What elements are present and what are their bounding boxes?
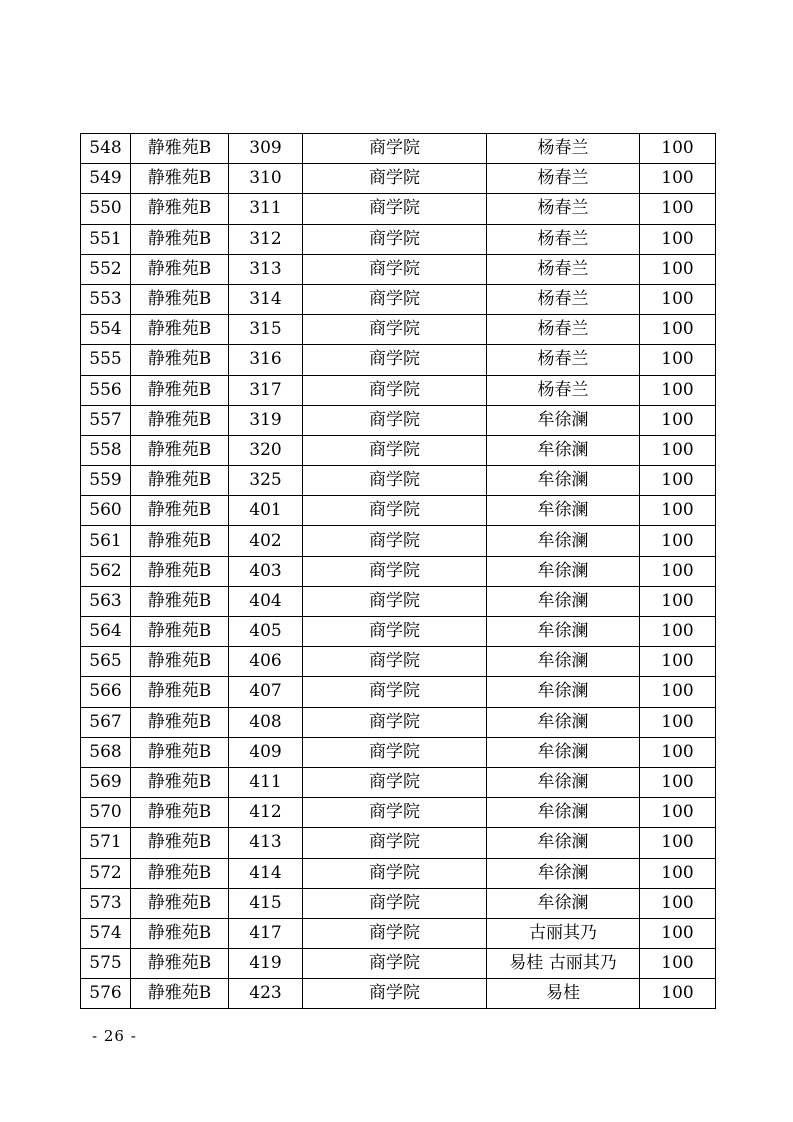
score-cell: 100: [640, 284, 716, 314]
score-cell: 100: [640, 677, 716, 707]
building-cell: 静雅苑B: [131, 617, 229, 647]
college-cell: 商学院: [303, 466, 487, 496]
row-number-cell: 550: [81, 194, 131, 224]
building-cell: 静雅苑B: [131, 918, 229, 948]
college-cell: 商学院: [303, 194, 487, 224]
college-cell: 商学院: [303, 918, 487, 948]
table-row: [81, 164, 716, 194]
room-number-cell: 408: [229, 707, 303, 737]
table-row: [81, 858, 716, 888]
table-row: [81, 979, 716, 1009]
building-cell: 静雅苑B: [131, 798, 229, 828]
building-cell: 静雅苑B: [131, 979, 229, 1009]
building-cell: 静雅苑B: [131, 194, 229, 224]
counselor-cell: 牟徐澜: [487, 828, 640, 858]
row-number-cell: 565: [81, 647, 131, 677]
counselor-cell: 牟徐澜: [487, 526, 640, 556]
counselor-cell: 杨春兰: [487, 284, 640, 314]
counselor-cell: 牟徐澜: [487, 707, 640, 737]
score-cell: 100: [640, 979, 716, 1009]
building-cell: 静雅苑B: [131, 224, 229, 254]
building-cell: 静雅苑B: [131, 888, 229, 918]
table-row: [81, 767, 716, 797]
building-cell: 静雅苑B: [131, 526, 229, 556]
counselor-cell: 杨春兰: [487, 164, 640, 194]
table-row: [81, 496, 716, 526]
room-number-cell: 415: [229, 888, 303, 918]
counselor-cell: 牟徐澜: [487, 405, 640, 435]
room-number-cell: 413: [229, 828, 303, 858]
score-cell: 100: [640, 405, 716, 435]
score-cell: 100: [640, 617, 716, 647]
counselor-cell: 牟徐澜: [487, 466, 640, 496]
building-cell: 静雅苑B: [131, 586, 229, 616]
row-number-cell: 573: [81, 888, 131, 918]
table-row: [81, 918, 716, 948]
row-number-cell: 575: [81, 949, 131, 979]
row-number-cell: 570: [81, 798, 131, 828]
college-cell: 商学院: [303, 164, 487, 194]
college-cell: 商学院: [303, 224, 487, 254]
score-cell: 100: [640, 918, 716, 948]
score-cell: 100: [640, 798, 716, 828]
college-cell: 商学院: [303, 858, 487, 888]
counselor-cell: 牟徐澜: [487, 767, 640, 797]
building-cell: 静雅苑B: [131, 767, 229, 797]
table-row: [81, 466, 716, 496]
score-cell: 100: [640, 164, 716, 194]
counselor-cell: 杨春兰: [487, 375, 640, 405]
college-cell: 商学院: [303, 677, 487, 707]
room-number-cell: 412: [229, 798, 303, 828]
building-cell: 静雅苑B: [131, 254, 229, 284]
row-number-cell: 568: [81, 737, 131, 767]
building-cell: 静雅苑B: [131, 345, 229, 375]
counselor-cell: 牟徐澜: [487, 496, 640, 526]
college-cell: 商学院: [303, 375, 487, 405]
table-row: [81, 647, 716, 677]
building-cell: 静雅苑B: [131, 375, 229, 405]
table-row: [81, 194, 716, 224]
college-cell: 商学院: [303, 737, 487, 767]
table-row: [81, 224, 716, 254]
college-cell: 商学院: [303, 617, 487, 647]
building-cell: 静雅苑B: [131, 164, 229, 194]
college-cell: 商学院: [303, 405, 487, 435]
building-cell: 静雅苑B: [131, 737, 229, 767]
table-row: [81, 586, 716, 616]
row-number-cell: 571: [81, 828, 131, 858]
college-cell: 商学院: [303, 888, 487, 918]
score-cell: 100: [640, 435, 716, 465]
dormitory-score-table: [80, 133, 716, 1009]
counselor-cell: 牟徐澜: [487, 888, 640, 918]
college-cell: 商学院: [303, 707, 487, 737]
row-number-cell: 576: [81, 979, 131, 1009]
room-number-cell: 320: [229, 435, 303, 465]
counselor-cell: 牟徐澜: [487, 556, 640, 586]
room-number-cell: 409: [229, 737, 303, 767]
score-cell: 100: [640, 526, 716, 556]
room-number-cell: 402: [229, 526, 303, 556]
counselor-cell: 牟徐澜: [487, 586, 640, 616]
college-cell: 商学院: [303, 949, 487, 979]
building-cell: 静雅苑B: [131, 405, 229, 435]
counselor-cell: 杨春兰: [487, 224, 640, 254]
college-cell: 商学院: [303, 284, 487, 314]
room-number-cell: 406: [229, 647, 303, 677]
table-row: [81, 375, 716, 405]
college-cell: 商学院: [303, 435, 487, 465]
score-cell: 100: [640, 586, 716, 616]
room-number-cell: 312: [229, 224, 303, 254]
score-cell: 100: [640, 828, 716, 858]
row-number-cell: 549: [81, 164, 131, 194]
score-cell: 100: [640, 888, 716, 918]
counselor-cell: 易桂 古丽其乃: [487, 949, 640, 979]
counselor-cell: 牟徐澜: [487, 435, 640, 465]
table-body: [81, 134, 716, 1009]
counselor-cell: 牟徐澜: [487, 617, 640, 647]
room-number-cell: 403: [229, 556, 303, 586]
row-number-cell: 553: [81, 284, 131, 314]
room-number-cell: 404: [229, 586, 303, 616]
counselor-cell: 杨春兰: [487, 345, 640, 375]
counselor-cell: 牟徐澜: [487, 858, 640, 888]
building-cell: 静雅苑B: [131, 496, 229, 526]
table-row: [81, 556, 716, 586]
row-number-cell: 560: [81, 496, 131, 526]
table-row: [81, 526, 716, 556]
counselor-cell: 古丽其乃: [487, 918, 640, 948]
room-number-cell: 314: [229, 284, 303, 314]
room-number-cell: 411: [229, 767, 303, 797]
counselor-cell: 杨春兰: [487, 254, 640, 284]
college-cell: 商学院: [303, 647, 487, 677]
room-number-cell: 315: [229, 315, 303, 345]
room-number-cell: 317: [229, 375, 303, 405]
row-number-cell: 555: [81, 345, 131, 375]
room-number-cell: 414: [229, 858, 303, 888]
counselor-cell: 易桂: [487, 979, 640, 1009]
room-number-cell: 401: [229, 496, 303, 526]
row-number-cell: 556: [81, 375, 131, 405]
counselor-cell: 牟徐澜: [487, 798, 640, 828]
row-number-cell: 557: [81, 405, 131, 435]
college-cell: 商学院: [303, 315, 487, 345]
row-number-cell: 561: [81, 526, 131, 556]
room-number-cell: 419: [229, 949, 303, 979]
table-row: [81, 617, 716, 647]
college-cell: 商学院: [303, 556, 487, 586]
row-number-cell: 574: [81, 918, 131, 948]
college-cell: 商学院: [303, 798, 487, 828]
room-number-cell: 311: [229, 194, 303, 224]
counselor-cell: 牟徐澜: [487, 737, 640, 767]
building-cell: 静雅苑B: [131, 284, 229, 314]
score-cell: 100: [640, 375, 716, 405]
table-row: [81, 677, 716, 707]
score-cell: 100: [640, 466, 716, 496]
row-number-cell: 566: [81, 677, 131, 707]
table-row: [81, 405, 716, 435]
college-cell: 商学院: [303, 526, 487, 556]
counselor-cell: 杨春兰: [487, 194, 640, 224]
table-row: [81, 888, 716, 918]
table-row: [81, 798, 716, 828]
table-row: [81, 284, 716, 314]
room-number-cell: 313: [229, 254, 303, 284]
score-cell: 100: [640, 949, 716, 979]
row-number-cell: 564: [81, 617, 131, 647]
building-cell: 静雅苑B: [131, 134, 229, 164]
college-cell: 商学院: [303, 828, 487, 858]
room-number-cell: 417: [229, 918, 303, 948]
row-number-cell: 572: [81, 858, 131, 888]
table-row: [81, 949, 716, 979]
building-cell: 静雅苑B: [131, 647, 229, 677]
building-cell: 静雅苑B: [131, 556, 229, 586]
room-number-cell: 325: [229, 466, 303, 496]
table-row: [81, 828, 716, 858]
building-cell: 静雅苑B: [131, 707, 229, 737]
score-cell: 100: [640, 224, 716, 254]
row-number-cell: 551: [81, 224, 131, 254]
score-cell: 100: [640, 858, 716, 888]
building-cell: 静雅苑B: [131, 315, 229, 345]
row-number-cell: 552: [81, 254, 131, 284]
score-cell: 100: [640, 194, 716, 224]
row-number-cell: 567: [81, 707, 131, 737]
score-cell: 100: [640, 345, 716, 375]
row-number-cell: 548: [81, 134, 131, 164]
row-number-cell: 554: [81, 315, 131, 345]
table-row: [81, 737, 716, 767]
counselor-cell: 杨春兰: [487, 315, 640, 345]
room-number-cell: 309: [229, 134, 303, 164]
row-number-cell: 559: [81, 466, 131, 496]
building-cell: 静雅苑B: [131, 677, 229, 707]
table-row: [81, 707, 716, 737]
building-cell: 静雅苑B: [131, 949, 229, 979]
table-row: [81, 345, 716, 375]
score-cell: 100: [640, 737, 716, 767]
college-cell: 商学院: [303, 345, 487, 375]
building-cell: 静雅苑B: [131, 828, 229, 858]
table-row: [81, 315, 716, 345]
room-number-cell: 316: [229, 345, 303, 375]
room-number-cell: 310: [229, 164, 303, 194]
college-cell: 商学院: [303, 496, 487, 526]
counselor-cell: 杨春兰: [487, 134, 640, 164]
score-cell: 100: [640, 315, 716, 345]
college-cell: 商学院: [303, 254, 487, 284]
college-cell: 商学院: [303, 134, 487, 164]
row-number-cell: 562: [81, 556, 131, 586]
room-number-cell: 407: [229, 677, 303, 707]
building-cell: 静雅苑B: [131, 858, 229, 888]
row-number-cell: 569: [81, 767, 131, 797]
row-number-cell: 563: [81, 586, 131, 616]
row-number-cell: 558: [81, 435, 131, 465]
score-cell: 100: [640, 707, 716, 737]
college-cell: 商学院: [303, 586, 487, 616]
table-row: [81, 134, 716, 164]
score-cell: 100: [640, 134, 716, 164]
building-cell: 静雅苑B: [131, 466, 229, 496]
score-cell: 100: [640, 254, 716, 284]
room-number-cell: 423: [229, 979, 303, 1009]
score-cell: 100: [640, 496, 716, 526]
score-cell: 100: [640, 767, 716, 797]
room-number-cell: 319: [229, 405, 303, 435]
counselor-cell: 牟徐澜: [487, 677, 640, 707]
college-cell: 商学院: [303, 979, 487, 1009]
score-cell: 100: [640, 647, 716, 677]
score-cell: 100: [640, 556, 716, 586]
page-number: - 26 -: [92, 1027, 137, 1045]
room-number-cell: 405: [229, 617, 303, 647]
table-row: [81, 254, 716, 284]
building-cell: 静雅苑B: [131, 435, 229, 465]
table-row: [81, 435, 716, 465]
counselor-cell: 牟徐澜: [487, 647, 640, 677]
college-cell: 商学院: [303, 767, 487, 797]
